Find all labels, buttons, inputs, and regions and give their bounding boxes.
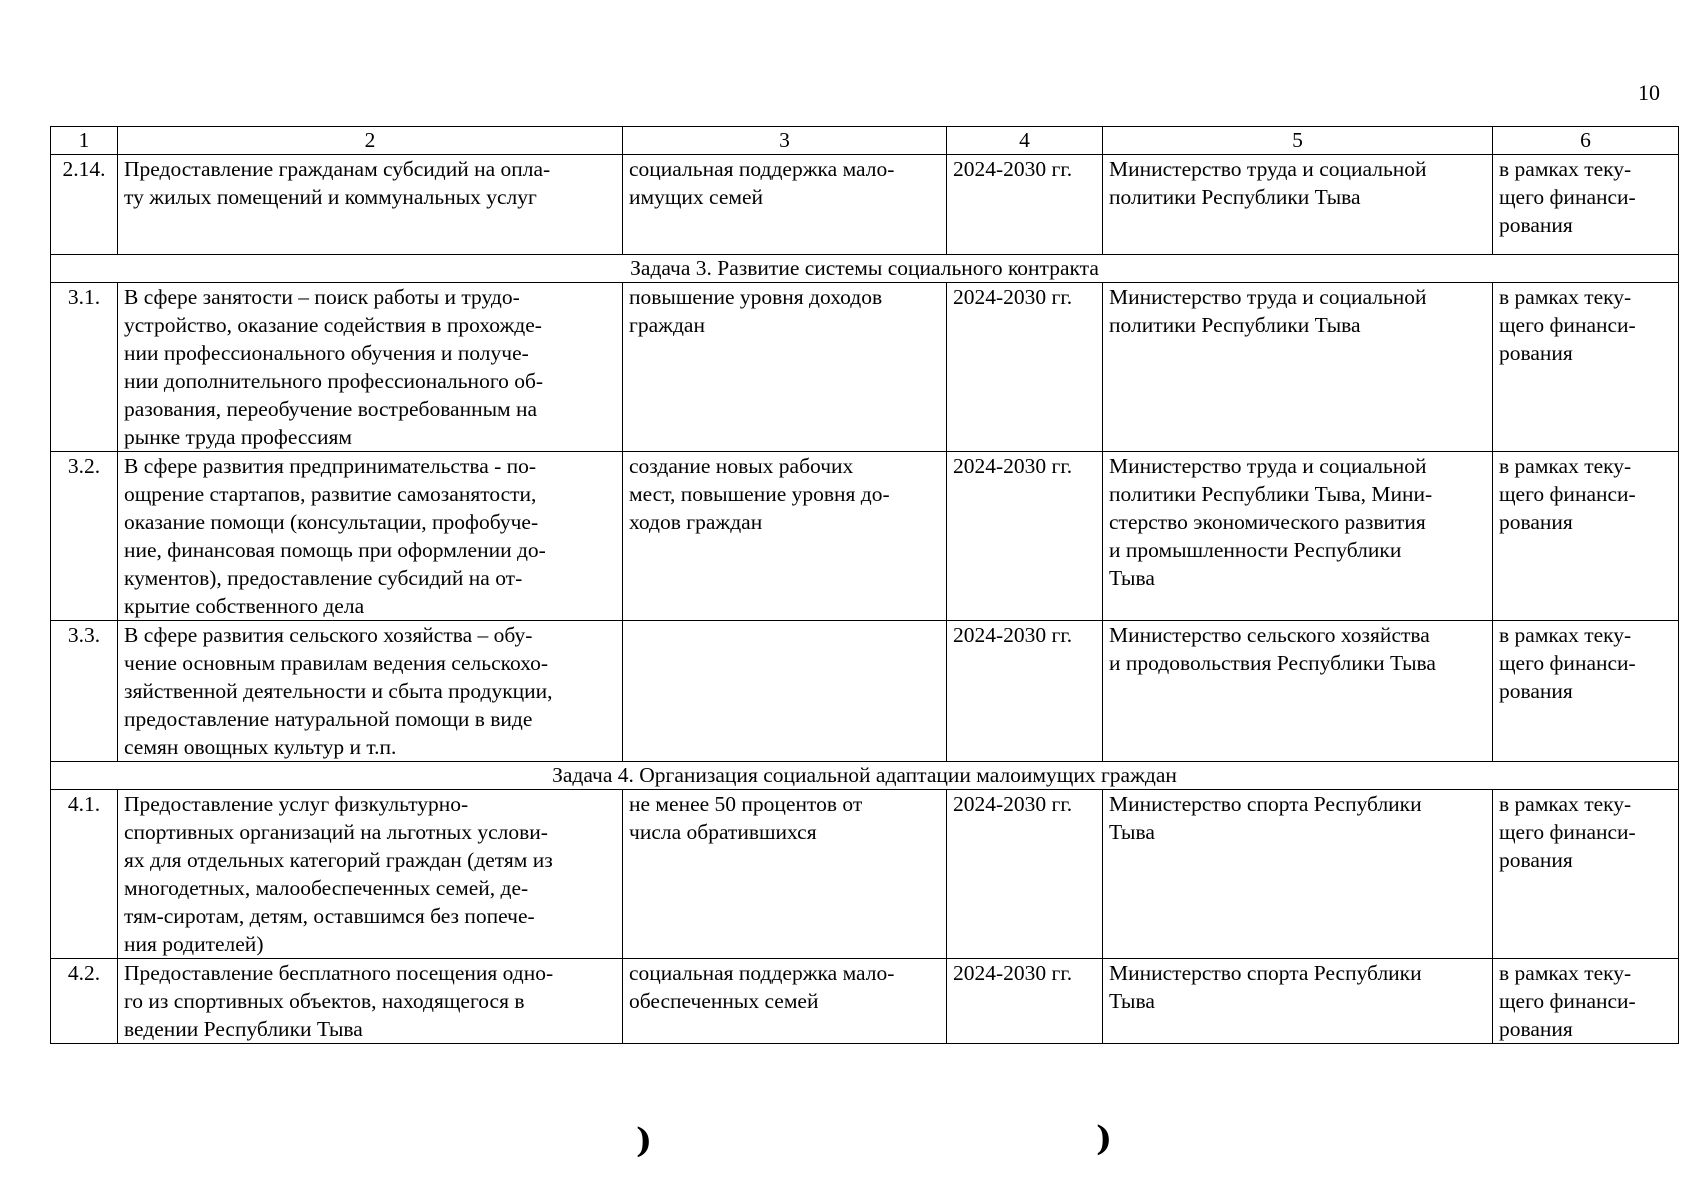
result-cell: не менее 50 процентов от числа обратившихся [623,790,947,959]
row-number: 3.2. [51,452,118,621]
table-row [51,790,1679,959]
period-cell: 2024-2030 гг. [947,452,1103,621]
result-cell: создание новых рабочих мест, повышение уровня до- ходов граждан [623,452,947,621]
measure-cell: Предоставление услуг физкультурно- спортивных организаций на льготных услови- ях для отдельных категорий граждан (детям из многодетных, малообеспеченных семей, де- тям-сиротам, детям, оставшимся без попече- ния родителей) [118,790,623,959]
page-number: 10 [1638,80,1660,105]
result-cell: повышение уровня доходов граждан [623,283,947,452]
responsible-cell: Министерство спорта Республики Тыва [1103,959,1493,1044]
financing-cell: в рамках теку- щего финанси- рования [1493,452,1679,621]
result-cell: социальная поддержка мало- имущих семей [623,155,947,255]
responsible-cell: Министерство спорта Республики Тыва [1103,790,1493,959]
period-cell: 2024-2030 гг. [947,959,1103,1044]
period-cell: 2024-2030 гг. [947,621,1103,762]
section-title: Задача 4. Организация социальной адаптации малоимущих граждан [51,762,1679,790]
period-cell: 2024-2030 гг. [947,155,1103,255]
col-header-4: 4 [947,127,1103,155]
row-number: 4.2. [51,959,118,1044]
col-header-3: 3 [623,127,947,155]
measure-cell: Предоставление бесплатного посещения одно- го из спортивных объектов, находящегося в ведении Республики Тыва [118,959,623,1044]
section-title: Задача 3. Развитие системы социального контракта [51,255,1679,283]
period-cell: 2024-2030 гг. [947,790,1103,959]
row-number: 4.1. [51,790,118,959]
measures-table [50,126,1679,1044]
table-header-row [51,127,1679,155]
table-row [51,155,1679,255]
footer-mark-left: ) [636,1121,653,1161]
financing-cell: в рамках теку- щего финанси- рования [1493,283,1679,452]
row-number: 3.3. [51,621,118,762]
col-header-1: 1 [51,127,118,155]
measures-table-body [51,127,1679,1044]
footer-mark-right: ) [1096,1119,1113,1159]
col-header-2: 2 [118,127,623,155]
responsible-cell: Министерство труда и социальной политики Республики Тыва [1103,283,1493,452]
responsible-cell: Министерство труда и социальной политики Республики Тыва, Мини- стерство экономического развития и промышленности Республики Тыва [1103,452,1493,621]
row-number: 3.1. [51,283,118,452]
measure-cell: В сфере занятости – поиск работы и трудо- устройство, оказание содействия в прохожде- нии профессионального обучения и получе- нии дополнительного профессионального об- разования, переобучение востребованным на рынке труда профессиям [118,283,623,452]
financing-cell: в рамках теку- щего финанси- рования [1493,790,1679,959]
section-row [51,255,1679,283]
measure-cell: В сфере развития сельского хозяйства – обу- чение основным правилам ведения сельскохо- зяйственной деятельности и сбыта продукции, предоставление натуральной помощи в виде семян овощных культур и т.п. [118,621,623,762]
col-header-6: 6 [1493,127,1679,155]
responsible-cell: Министерство труда и социальной политики Республики Тыва [1103,155,1493,255]
responsible-cell: Министерство сельского хозяйства и продовольствия Республики Тыва [1103,621,1493,762]
table-row [51,283,1679,452]
measure-cell: Предоставление гражданам субсидий на опла- ту жилых помещений и коммунальных услуг [118,155,623,255]
period-cell: 2024-2030 гг. [947,283,1103,452]
financing-cell: в рамках теку- щего финанси- рования [1493,621,1679,762]
result-cell: социальная поддержка мало- обеспеченных семей [623,959,947,1044]
financing-cell: в рамках теку- щего финанси- рования [1493,959,1679,1044]
row-number: 2.14. [51,155,118,255]
financing-cell: в рамках теку- щего финанси- рования [1493,155,1679,255]
section-row [51,762,1679,790]
col-header-5: 5 [1103,127,1493,155]
result-cell [623,621,947,762]
table-row [51,452,1679,621]
table-row [51,621,1679,762]
measure-cell: В сфере развития предпринимательства - по- ощрение стартапов, развитие самозанятости, оказание помощи (консультации, профобуче- ние, финансовая помощь при оформлении до- кументов), предоставление субсидий на от- крытие собственного дела [118,452,623,621]
table-row [51,959,1679,1044]
